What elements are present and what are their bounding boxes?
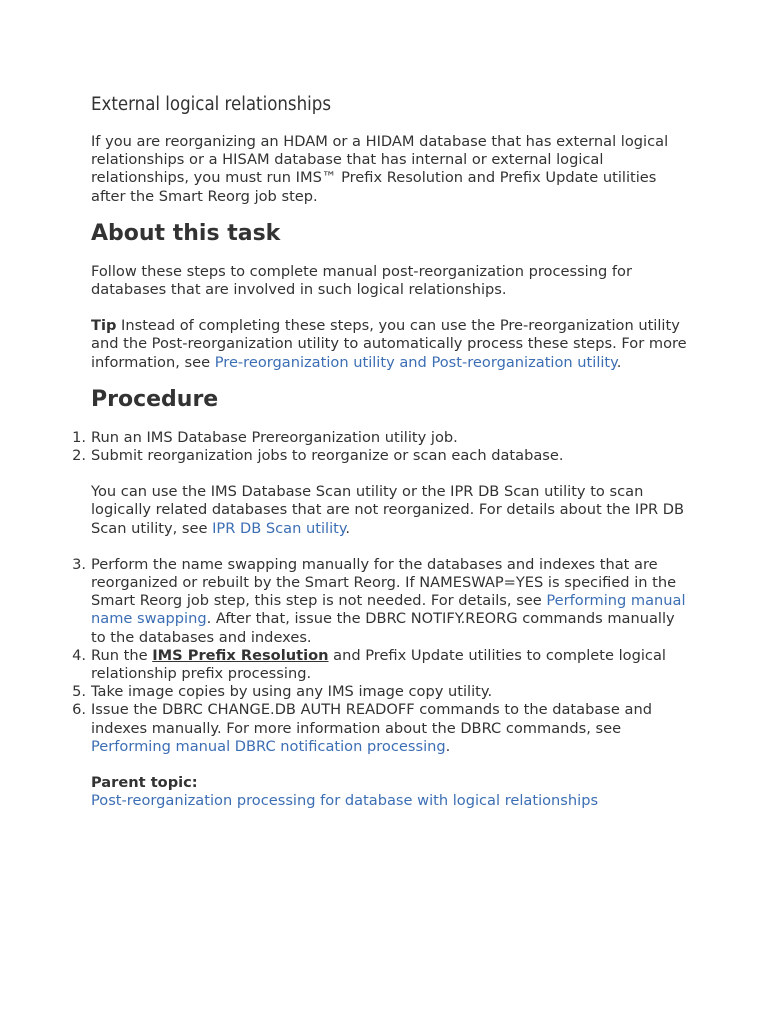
step-4 (72, 646, 691, 683)
step-number: 4. (72, 646, 86, 664)
step-1-text: Run an IMS Database Prereorganization utility job. (91, 428, 458, 446)
step-4-text-a: Run the (91, 646, 153, 664)
step-4-text-b: and Prefix Update utilities to complete logical relationship prefix processing. (91, 646, 666, 683)
step-2-note (91, 483, 691, 538)
step-number: 3. (72, 555, 86, 573)
tip-text: Instead of completing these steps, you can use the Pre-reorganization utility and the Post-reorganization utility to automatically process these steps. For more information, see (91, 317, 687, 371)
step-number: 1. (72, 428, 86, 446)
tip-paragraph (91, 317, 691, 372)
step-5 (72, 683, 691, 701)
parent-topic-link[interactable]: Post-reorganization processing for database with logical relationships (91, 792, 599, 810)
tip-label: Tip (91, 317, 117, 335)
step-number: 2. (72, 447, 86, 465)
step-2 (72, 447, 691, 538)
step-2-note-end: . (345, 519, 351, 537)
ipr-db-scan-utility-link[interactable]: IPR DB Scan utility (212, 519, 346, 537)
step-6-end: . (445, 737, 451, 755)
intro-paragraph: If you are reorganizing an HDAM or a HIDAM database that has external logical relationships or a HISAM database that has internal or external logical relationships, you must run IMS™ Prefix Resolution and Prefix Update utilities after the Smart Reorg job step. (91, 133, 669, 205)
procedure-heading: Procedure (91, 386, 219, 412)
ims-prefix-resolution-term: IMS Prefix Resolution (152, 646, 329, 664)
step-3-text-a: Perform the name swapping manually for the databases and indexes that are reorganized or rebuilt by the Smart Reorg. If NAMESWAP=YES is specified in the Smart Reorg job step, this step is not needed. For details, see (91, 555, 677, 610)
step-2-note-text: You can use the IMS Database Scan utility or the IPR DB Scan utility to scan logically related databases that are not reorganized. For details about the IPR DB Scan utility, see (91, 483, 685, 537)
parent-topic-label: Parent topic: (91, 774, 198, 792)
step-6 (72, 701, 691, 810)
procedure-steps (72, 428, 691, 811)
step-6-text: Issue the DBRC CHANGE.DB AUTH READOFF commands to the database and indexes manually. For more information about the DBRC commands, see (91, 701, 652, 737)
manual-name-swapping-link[interactable]: Performing manual name swapping (91, 592, 686, 628)
step-3-text-b: . After that, issue the DBRC NOTIFY.REORG commands manually to the databases and indexes. (91, 610, 675, 646)
page-title: External logical relationships (91, 94, 332, 115)
parent-topic (91, 774, 691, 810)
article (72, 92, 691, 810)
step-2-text: Submit reorganization jobs to reorganize or scan each database. (91, 447, 564, 465)
step-number: 6. (72, 701, 86, 719)
tip-end: . (616, 353, 622, 371)
pre-post-reorg-utility-link[interactable]: Pre-reorganization utility and Post-reorganization utility (214, 353, 617, 371)
about-task-heading: About this task (91, 220, 281, 246)
step-1 (72, 428, 691, 447)
step-5-text: Take image copies by using any IMS image copy utility. (91, 683, 493, 701)
step-3 (72, 555, 691, 647)
step-number: 5. (72, 683, 86, 701)
manual-dbrc-notification-link[interactable]: Performing manual DBRC notification processing (91, 737, 446, 755)
about-task-body: Follow these steps to complete manual post-reorganization processing for databases that are involved in such logical relationships. (91, 262, 632, 299)
